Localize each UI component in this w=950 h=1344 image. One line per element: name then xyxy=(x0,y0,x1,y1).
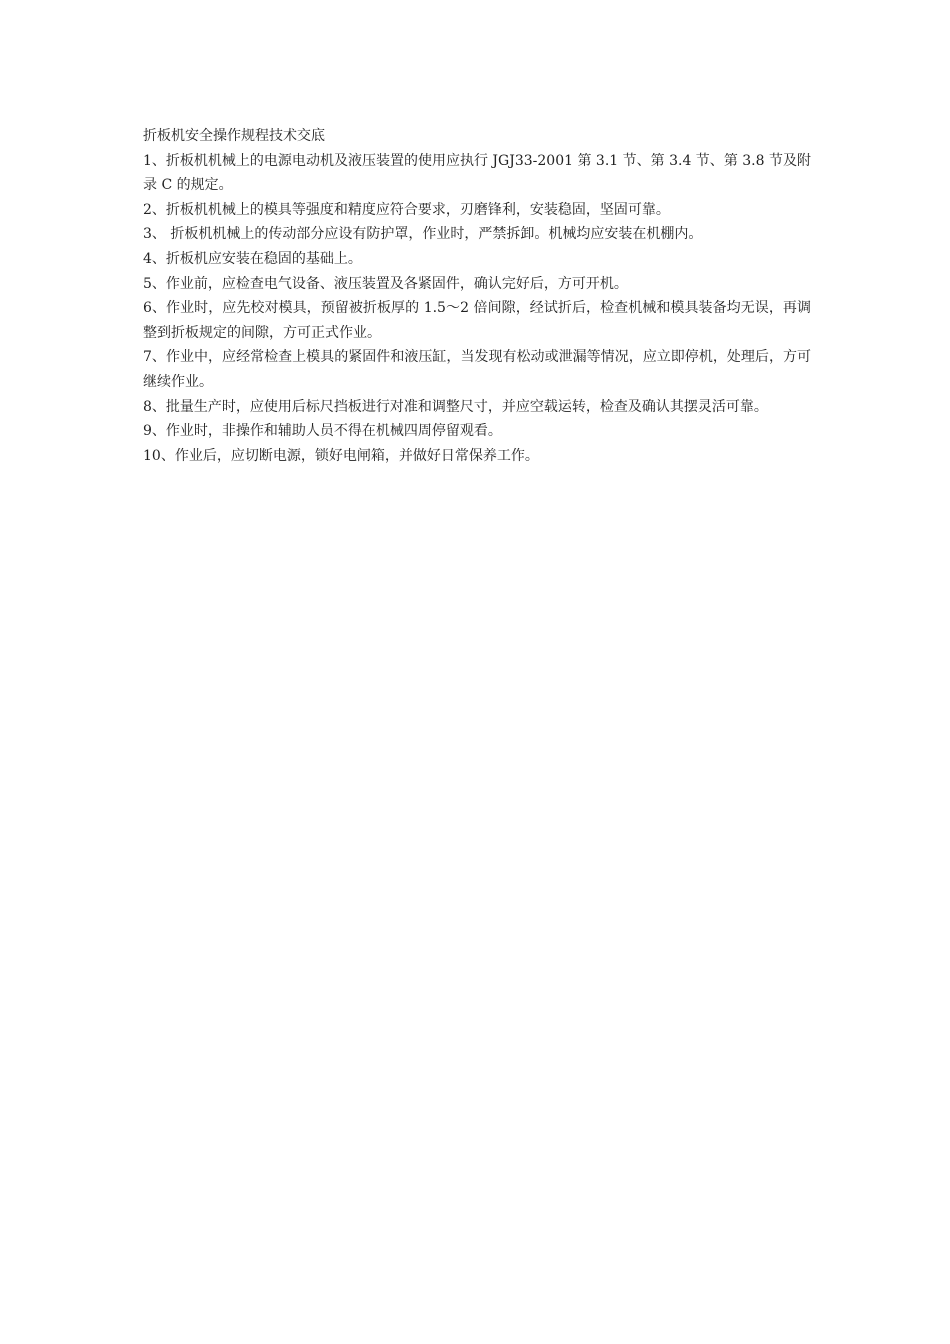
rule-paragraph-8: 8、批量生产时，应使用后标尺挡板进行对准和调整尺寸，并应空载运转，检查及确认其摆灵活可靠。 xyxy=(143,398,768,415)
document-body xyxy=(143,124,811,468)
rule-paragraph-10: 10、作业后，应切断电源，锁好电闸箱，并做好日常保养工作。 xyxy=(143,447,539,464)
rule-paragraph-1: 1、折板机机械上的电源电动机及液压装置的使用应执行 JGJ33-2001 第 3.1 节、第 3.4 节、第 3.8 节及附录 C 的规定。 xyxy=(143,152,811,194)
rule-paragraph-4: 4、折板机应安装在稳固的基础上。 xyxy=(143,250,362,267)
rule-paragraph-7: 7、作业中，应经常检查上模具的紧固件和液压缸，当发现有松动或泄漏等情况，应立即停机，处理后，方可继续作业。 xyxy=(143,349,811,390)
rule-paragraph-2: 2、折板机机械上的模具等强度和精度应符合要求，刃磨锋利，安装稳固，坚固可靠。 xyxy=(143,201,670,218)
rule-paragraph-3: 3、 折板机机械上的传动部分应设有防护罩，作业时，严禁拆卸。机械均应安装在机棚内。 xyxy=(143,226,703,243)
document-title: 折板机安全操作规程技术交底 xyxy=(143,128,325,144)
rule-paragraph-6: 6、作业时，应先校对模具，预留被折板厚的 1.5～2 倍间隙，经试折后，检查机械和模具装备均无误，再调整到折板规定的间隙，方可正式作业。 xyxy=(143,300,811,341)
rule-paragraph-5: 5、作业前，应检查电气设备、液压装置及各紧固件，确认完好后，方可开机。 xyxy=(143,275,628,292)
rule-paragraph-9: 9、作业时，非操作和辅助人员不得在机械四周停留观看。 xyxy=(143,423,502,440)
